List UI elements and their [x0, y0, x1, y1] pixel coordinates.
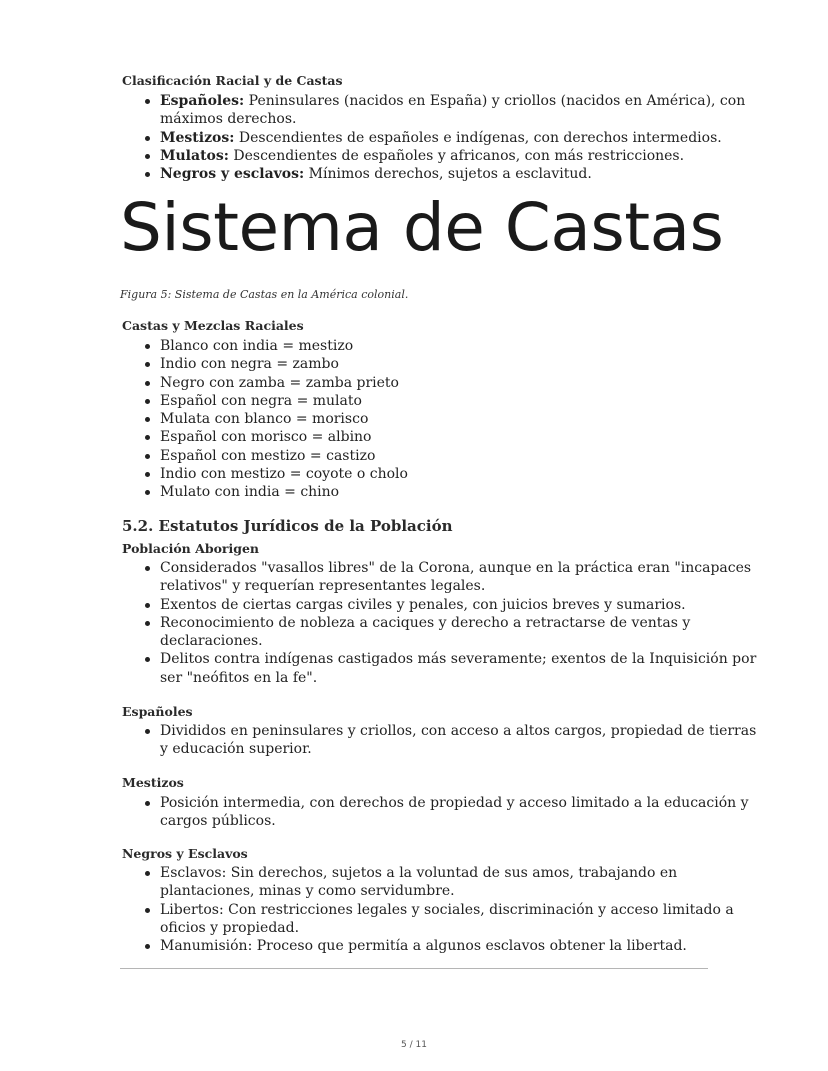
list-item: Blanco con india = mestizo — [160, 337, 760, 355]
list-item — [160, 165, 760, 183]
list-item: Exentos de ciertas cargas civiles y penales, con juicios breves y sumarios. — [160, 596, 760, 614]
list-item-text: Peninsulares (nacidos en España) y criollos (nacidos en América), con máximos derechos. — [160, 93, 746, 128]
list-item: Posición intermedia, con derechos de propiedad y acceso limitado a la educación y cargos públicos. — [160, 794, 760, 831]
list-item: Español con morisco = albino — [160, 428, 760, 446]
mestizos-title: Mestizos — [122, 775, 184, 790]
list-item — [160, 92, 760, 129]
list-item — [160, 147, 760, 165]
page-divider — [120, 968, 708, 969]
list-item: Esclavos: Sin derechos, sujetos a la voluntad de sus amos, trabajando en plantaciones, minas y como servidumbre. — [160, 864, 760, 901]
list-item: Divididos en peninsulares y criollos, con acceso a altos cargos, propiedad de tierras y educación superior. — [160, 722, 760, 759]
list-item-term: Españoles: — [160, 93, 245, 109]
list-item-text: Descendientes de españoles e indígenas, con derechos intermedios. — [234, 129, 722, 146]
list-item: Reconocimiento de nobleza a caciques y derecho a retractarse de ventas y declaraciones. — [160, 614, 760, 651]
list-item-text: Descendientes de españoles y africanos, con más restricciones. — [228, 147, 685, 164]
list-item-term: Mestizos: — [160, 129, 235, 146]
list-item: Mulato con india = chino — [160, 483, 760, 501]
castas-mezclas-title: Castas y Mezclas Raciales — [122, 318, 304, 333]
page-number: 5 / 11 — [401, 1040, 427, 1050]
list-item: Indio con negra = zambo — [160, 355, 760, 373]
poblacion-aborigen-list — [122, 559, 760, 687]
list-item: Español con negra = mulato — [160, 392, 760, 410]
list-item-term: Mulatos: — [160, 147, 229, 164]
figure-caption: Figura 5: Sistema de Castas en la América colonial. — [120, 288, 409, 301]
figure-image: Sistema de Castas — [120, 189, 724, 266]
classification-list — [122, 92, 760, 183]
list-item: Español con mestizo = castizo — [160, 447, 760, 465]
list-item — [160, 129, 760, 147]
list-item-term: Negros y esclavos: — [160, 166, 305, 183]
list-item: Manumisión: Proceso que permitía a algunos esclavos obtener la libertad. — [160, 937, 760, 955]
list-item: Negro con zamba = zamba prieto — [160, 374, 760, 392]
list-item: Considerados "vasallos libres" de la Corona, aunque en la práctica eran "incapaces relativos" y requerían representantes legales. — [160, 559, 760, 596]
espanoles-list — [122, 722, 760, 759]
list-item: Mulata con blanco = morisco — [160, 410, 760, 428]
list-item: Delitos contra indígenas castigados más severamente; exentos de la Inquisición por ser "neófitos en la fe". — [160, 650, 760, 687]
list-item-text: Mínimos derechos, sujetos a esclavitud. — [304, 166, 592, 183]
classification-title: Clasificación Racial y de Castas — [122, 73, 343, 88]
espanoles-title: Españoles — [122, 704, 193, 719]
list-item: Libertos: Con restricciones legales y sociales, discriminación y acceso limitado a oficios y propiedad. — [160, 901, 760, 938]
section-heading: 5.2. Estatutos Jurídicos de la Población — [122, 517, 453, 535]
castas-mezclas-list — [122, 337, 760, 502]
negros-esclavos-list — [122, 864, 760, 955]
mestizos-list — [122, 794, 760, 831]
poblacion-aborigen-title: Población Aborigen — [122, 541, 260, 556]
list-item: Indio con mestizo = coyote o cholo — [160, 465, 760, 483]
negros-esclavos-title: Negros y Esclavos — [122, 846, 248, 861]
